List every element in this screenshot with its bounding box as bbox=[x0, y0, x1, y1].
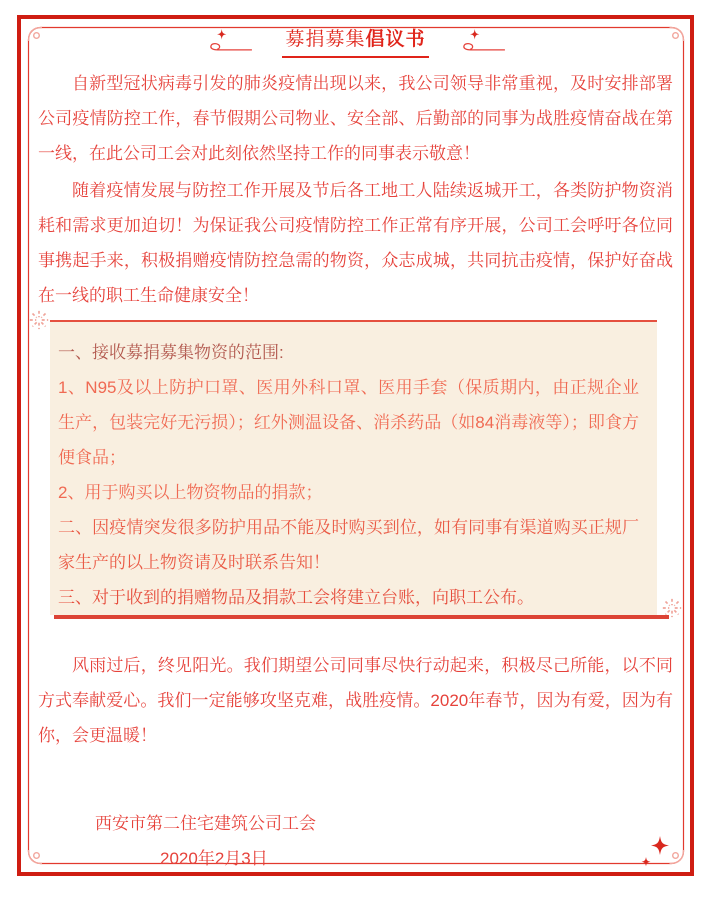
signature-block bbox=[38, 806, 673, 876]
signature-organization: 西安市第二住宅建筑公司工会 bbox=[95, 814, 316, 833]
box-heading: 一、接收募捐募集物资的范围: bbox=[58, 343, 284, 362]
double-rule-divider bbox=[54, 615, 669, 619]
signature-date: 2020年2月3日 bbox=[160, 849, 268, 868]
paragraph-appeal: 随着疫情发展与防控工作开展及节后各工地工人陆续返城开工，各类防护物资消耗和需求更加迫切！为保证我公司疫情防控工作正常有序开展，公司工会呼吁各位同事携起手来，积极捐赠疫情防控急需的物资，众志成城，共同抗击疫情，保护好奋战在一线的职工生命健康安全！ bbox=[38, 181, 673, 305]
document-body bbox=[38, 66, 673, 753]
box-item: 1、N95及以上防护口罩、医用外科口罩、医用手套（保质期内，由正规企业生产，包装完好无污损）；红外测温设备、消杀药品（如84消毒液等）；即食方便食品； bbox=[58, 378, 639, 467]
document-header bbox=[0, 24, 711, 58]
scroll-flourish-icon bbox=[204, 27, 254, 55]
title-regular: 募捐募集 bbox=[285, 29, 366, 50]
page-title bbox=[282, 24, 428, 58]
donation-scope-box bbox=[50, 320, 657, 615]
box-item: 2、用于购买以上物资物品的捐款； bbox=[58, 483, 323, 502]
box-item: 二、因疫情突发很多防护用品不能及时购买到位，如有同事有渠道购买正规厂家生产的以上物资请及时联系告知！ bbox=[58, 518, 639, 572]
paragraph-intro: 自新型冠状病毒引发的肺炎疫情出现以来，我公司领导非常重视，及时安排部署公司疫情防控工作，春节假期公司物业、安全部、后勤部的同事为战胜疫情奋战在第一线，在此公司工会对此刻依然坚持工作的同事表示敬意！ bbox=[38, 74, 673, 163]
paragraph-closing: 风雨过后，终见阳光。我们期望公司同事尽快行动起来，积极尽己所能，以不同方式奉献爱心。我们一定能够攻坚克难，战胜疫情。2020年春节，因为有爱，因为有你，会更温暖！ bbox=[38, 656, 673, 745]
star-sparkle-icon bbox=[638, 830, 680, 872]
sparkle-burst-icon bbox=[28, 309, 50, 331]
title-bold: 倡议书 bbox=[365, 29, 426, 50]
box-item: 三、对于收到的捐赠物品及捐款工会将建立台账，向职工公布。 bbox=[58, 588, 534, 607]
sparkle-burst-icon bbox=[661, 597, 683, 619]
scroll-flourish-icon bbox=[457, 27, 507, 55]
donation-scope-section bbox=[50, 320, 657, 619]
